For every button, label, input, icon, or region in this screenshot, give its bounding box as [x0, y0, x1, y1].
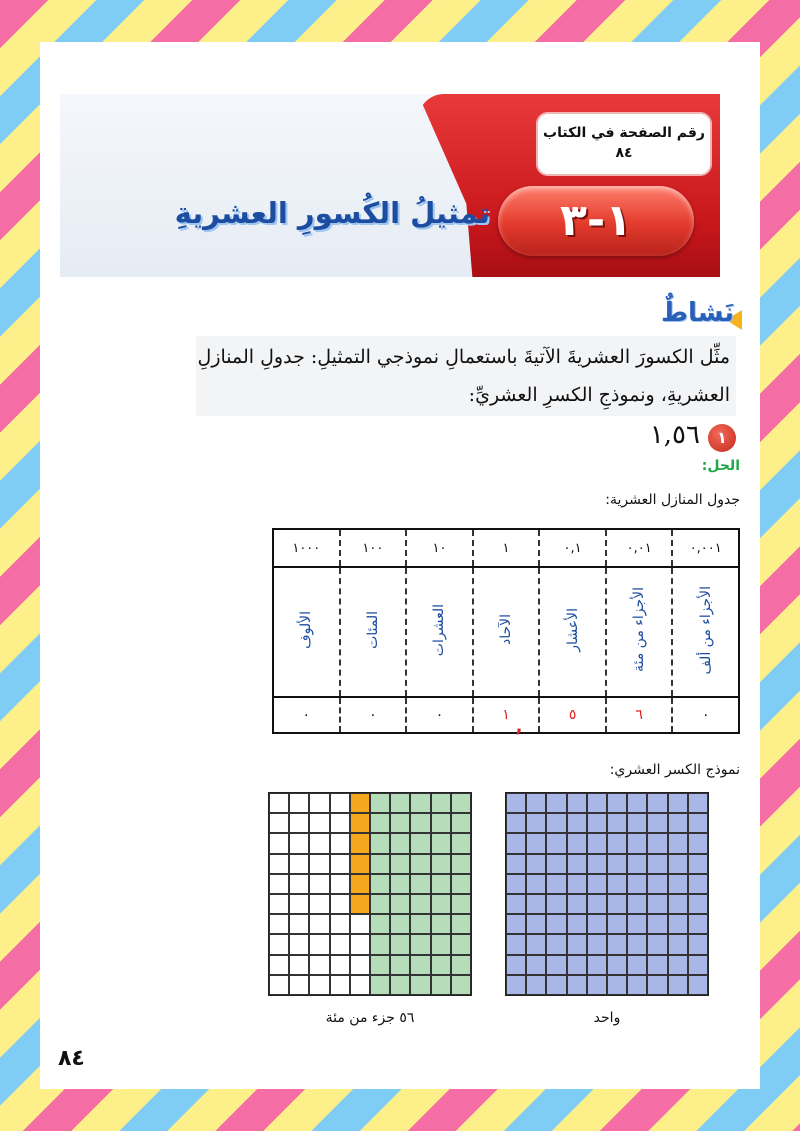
grid-cell	[289, 934, 309, 954]
grid-cell	[567, 833, 587, 853]
grid-cell	[668, 934, 688, 954]
grid-cell	[587, 854, 607, 874]
grid-cell	[668, 874, 688, 894]
grid-cell	[627, 975, 647, 995]
grid-cell	[647, 934, 667, 954]
grid-cell	[350, 975, 370, 995]
grid-cell	[431, 874, 451, 894]
grid-cell	[607, 975, 627, 995]
grid-cell	[431, 894, 451, 914]
grid-cell	[431, 793, 451, 813]
grid-cell	[410, 955, 430, 975]
grid-cell	[269, 894, 289, 914]
grid-cell	[269, 955, 289, 975]
grid-cell	[627, 854, 647, 874]
grid-cell	[627, 833, 647, 853]
grid-cell	[370, 793, 390, 813]
grid-cell	[410, 793, 430, 813]
grid-cell	[506, 854, 526, 874]
grid-cell	[567, 894, 587, 914]
place-value-digit-cell: ٥	[539, 697, 606, 733]
grid-cell	[451, 793, 471, 813]
place-value-digit-cell: ٠	[672, 697, 739, 733]
grid-cell	[668, 914, 688, 934]
grid-cell	[451, 975, 471, 995]
place-value-name: الأجزاء من مئة	[631, 587, 648, 673]
grid-cell	[546, 934, 566, 954]
grid-cell	[587, 874, 607, 894]
grid-cell	[668, 975, 688, 995]
place-value-name-cell	[672, 567, 739, 697]
grid-cell	[451, 934, 471, 954]
grid-cell	[668, 955, 688, 975]
page-reference-box	[536, 112, 712, 176]
grid-cell	[330, 894, 350, 914]
place-value-names-row	[273, 567, 739, 697]
grid-cell	[289, 874, 309, 894]
grid-cell	[431, 975, 451, 995]
page-sheet	[40, 42, 760, 1089]
grid-cell	[546, 793, 566, 813]
grid-cell	[451, 854, 471, 874]
hundredths-grid-whole	[505, 792, 709, 996]
grid-cell	[587, 793, 607, 813]
grid-cell	[269, 813, 289, 833]
grid-cell	[526, 793, 546, 813]
grid-cell	[370, 914, 390, 934]
decimal-mark: ,	[515, 716, 523, 737]
place-value-name: الألوف	[298, 611, 315, 649]
place-value-digits-row	[273, 697, 739, 733]
grid-cell	[451, 914, 471, 934]
grid-cell	[350, 955, 370, 975]
grid-cell	[390, 914, 410, 934]
grid-cell	[526, 955, 546, 975]
exercise-number-badge: ١	[708, 424, 736, 452]
grid-cell	[567, 914, 587, 934]
place-value-name-cell	[273, 567, 340, 697]
grid-cell	[587, 955, 607, 975]
grid-cell	[668, 813, 688, 833]
grid-cell	[410, 833, 430, 853]
grid-cell	[269, 914, 289, 934]
grid-cell	[506, 793, 526, 813]
grid-cell	[390, 793, 410, 813]
place-value-name: الأعشار	[564, 608, 581, 652]
lesson-number-badge: ١-٣	[498, 186, 694, 256]
grid-cell	[330, 975, 350, 995]
hundredths-grid-56	[268, 792, 472, 996]
grid-cell	[627, 914, 647, 934]
grid-cell	[587, 813, 607, 833]
place-value-header-cell: ١٠٠٠	[273, 529, 340, 567]
grid-cell	[668, 833, 688, 853]
grid-cell	[350, 874, 370, 894]
grid-cell	[390, 975, 410, 995]
grid-cell	[309, 854, 329, 874]
grid-cell	[309, 813, 329, 833]
place-value-name-cell	[473, 567, 540, 697]
grid-cell	[370, 975, 390, 995]
page-reference-number: ٨٤	[615, 145, 633, 161]
grid-cell	[330, 955, 350, 975]
grid-cell	[410, 914, 430, 934]
grid-cell	[289, 955, 309, 975]
grid-cell	[289, 914, 309, 934]
grid-cell	[526, 833, 546, 853]
grid-cell	[370, 955, 390, 975]
grid-cell	[506, 894, 526, 914]
grid-cell	[309, 914, 329, 934]
grid-cell	[506, 975, 526, 995]
place-value-header-cell: ١	[473, 529, 540, 567]
grid-cell	[390, 955, 410, 975]
grid-cell	[289, 975, 309, 995]
grid-cell	[431, 813, 451, 833]
lesson-title: تمثيلُ الكُسورِ العشريةِ	[174, 196, 490, 230]
grid-cell	[688, 793, 708, 813]
grid-cell	[289, 894, 309, 914]
grid-cell	[269, 975, 289, 995]
grid-label-one: واحد	[593, 1010, 621, 1026]
grid-cell	[627, 813, 647, 833]
activity-label: نَشاطٌ	[661, 298, 734, 328]
grid-cell	[350, 854, 370, 874]
place-value-table	[272, 528, 740, 734]
grid-cell	[330, 833, 350, 853]
grid-cell	[526, 894, 546, 914]
grid-cell	[647, 793, 667, 813]
grid-cell	[627, 955, 647, 975]
grid-cell	[526, 854, 546, 874]
grid-cell	[350, 914, 370, 934]
grid-cell	[546, 914, 566, 934]
grid-cell	[526, 874, 546, 894]
grid-cell	[309, 955, 329, 975]
grid-cell	[647, 854, 667, 874]
page-number: ٨٤	[58, 1046, 85, 1071]
grid-cell	[688, 894, 708, 914]
place-value-header-cell: ٠,٠٠١	[672, 529, 739, 567]
grid-cell	[390, 813, 410, 833]
grid-cell	[567, 854, 587, 874]
grid-cell	[647, 914, 667, 934]
grid-cell	[431, 854, 451, 874]
grid-cell	[688, 934, 708, 954]
place-value-header-cell: ١٠٠	[340, 529, 407, 567]
grid-cell	[289, 833, 309, 853]
grid-cell	[688, 874, 708, 894]
grid-cell	[567, 975, 587, 995]
grid-cell	[546, 894, 566, 914]
grid-cell	[647, 833, 667, 853]
grid-cell	[506, 934, 526, 954]
grid-cell	[289, 854, 309, 874]
grid-cell	[607, 854, 627, 874]
grid-cell	[688, 955, 708, 975]
grid-cell	[607, 874, 627, 894]
grid-cell	[567, 793, 587, 813]
place-value-header-cell: ٠,٠١	[606, 529, 673, 567]
place-value-digit-cell: ٠	[406, 697, 473, 733]
grid-cell	[546, 833, 566, 853]
grid-cell	[330, 934, 350, 954]
grid-cell	[451, 894, 471, 914]
grid-cell	[688, 813, 708, 833]
grid-cell	[269, 854, 289, 874]
grid-cell	[309, 793, 329, 813]
grid-cell	[330, 813, 350, 833]
grid-cell	[350, 894, 370, 914]
grid-cell	[431, 955, 451, 975]
grid-cell	[607, 793, 627, 813]
grid-cell	[688, 833, 708, 853]
grid-cell	[587, 894, 607, 914]
exercise-decimal: ١,٥٦	[649, 420, 700, 450]
grid-cell	[451, 833, 471, 853]
grid-cell	[546, 813, 566, 833]
grid-cell	[370, 874, 390, 894]
grid-cell	[350, 833, 370, 853]
place-value-values-row	[273, 529, 739, 567]
grid-cell	[567, 813, 587, 833]
grid-cell	[607, 813, 627, 833]
grid-cell	[410, 813, 430, 833]
grid-cell	[370, 833, 390, 853]
grid-cell	[350, 793, 370, 813]
grid-cell	[410, 934, 430, 954]
grid-cell	[647, 874, 667, 894]
grid-cell	[350, 934, 370, 954]
grid-cell	[431, 833, 451, 853]
grid-cell	[269, 793, 289, 813]
activity-instruction: مثِّل الكسورَ العشريةَ الآتيةَ باستعمالِ نموذجي التمثيلِ: جدولِ المنازلِ العشريةِ، ونموذجِ الكسرِ العشريِّ:	[197, 346, 730, 406]
grid-cell	[587, 914, 607, 934]
grid-cell	[506, 955, 526, 975]
place-value-name-cell	[340, 567, 407, 697]
grid-cell	[526, 914, 546, 934]
grid-cell	[647, 975, 667, 995]
grid-cell	[546, 854, 566, 874]
place-value-name-cell	[539, 567, 606, 697]
place-value-header-cell: ١٠	[406, 529, 473, 567]
grid-cell	[506, 874, 526, 894]
grid-cell	[627, 874, 647, 894]
grid-cell	[607, 833, 627, 853]
grid-cell	[309, 894, 329, 914]
grid-label-56-hundredths: ٥٦ جزء من مئة	[325, 1010, 415, 1026]
grid-cell	[451, 874, 471, 894]
place-value-name: المئات	[364, 611, 381, 649]
grid-cell	[431, 934, 451, 954]
grid-cell	[688, 854, 708, 874]
grid-cell	[451, 813, 471, 833]
place-value-digit-cell: ٠	[340, 697, 407, 733]
grid-cell	[309, 934, 329, 954]
grid-cell	[370, 934, 390, 954]
grid-cell	[390, 874, 410, 894]
grid-cell	[390, 833, 410, 853]
place-value-name-cell	[606, 567, 673, 697]
place-value-digit-cell: ٠	[302, 707, 311, 723]
grid-cell	[627, 934, 647, 954]
grid-cell	[309, 874, 329, 894]
grid-cell	[607, 894, 627, 914]
grid-cell	[526, 975, 546, 995]
grid-cell	[269, 934, 289, 954]
grid-cell	[410, 975, 430, 995]
grid-cell	[587, 934, 607, 954]
grid-cell	[506, 833, 526, 853]
grid-cell	[269, 874, 289, 894]
grid-cell	[647, 813, 667, 833]
grid-cell	[289, 813, 309, 833]
grid-cell	[410, 894, 430, 914]
place-value-name: الأجزاء من ألف	[697, 585, 714, 675]
grid-cell	[647, 955, 667, 975]
place-value-name: العشرات	[431, 603, 448, 657]
grid-cell	[350, 813, 370, 833]
grid-cell	[330, 914, 350, 934]
grid-cell	[289, 793, 309, 813]
grid-cell	[330, 874, 350, 894]
grid-cell	[506, 914, 526, 934]
grid-cell	[668, 894, 688, 914]
grid-cell	[451, 955, 471, 975]
grid-cell	[390, 854, 410, 874]
place-value-header-cell: ٠,١	[539, 529, 606, 567]
grid-cell	[587, 975, 607, 995]
grid-cell	[526, 813, 546, 833]
grid-cell	[567, 934, 587, 954]
grid-cell	[309, 975, 329, 995]
grid-cell	[627, 894, 647, 914]
place-value-digit-cell: ١	[473, 697, 540, 733]
place-value-name-cell	[406, 567, 473, 697]
grid-cell	[410, 874, 430, 894]
grid-cell	[370, 854, 390, 874]
grid-cell	[607, 955, 627, 975]
grid-cell	[390, 934, 410, 954]
grid-cell	[607, 934, 627, 954]
grid-cell	[567, 955, 587, 975]
grid-cell	[668, 793, 688, 813]
grid-cell	[506, 813, 526, 833]
grid-cell	[370, 894, 390, 914]
grid-cell	[390, 894, 410, 914]
place-value-heading: جدول المنازل العشرية:	[605, 492, 740, 508]
page-reference-label: رقم الصفحة في الكتاب	[543, 125, 705, 141]
grid-cell	[627, 793, 647, 813]
grid-cell	[607, 914, 627, 934]
grid-cell	[546, 874, 566, 894]
solution-label: الحل:	[701, 458, 740, 474]
grid-cell	[330, 854, 350, 874]
grid-cell	[647, 894, 667, 914]
place-value-digit-cell: ٦	[606, 697, 673, 733]
grid-cell	[546, 955, 566, 975]
decimal-model-heading: نموذج الكسر العشري:	[609, 762, 740, 778]
grid-cell	[688, 914, 708, 934]
place-value-name: الآحاد	[498, 614, 515, 646]
grid-cell	[431, 914, 451, 934]
grid-cell	[410, 854, 430, 874]
grid-cell	[567, 874, 587, 894]
grid-cell	[330, 793, 350, 813]
grid-cell	[526, 934, 546, 954]
grid-cell	[269, 833, 289, 853]
grid-cell	[309, 833, 329, 853]
grid-cell	[688, 975, 708, 995]
grid-cell	[587, 833, 607, 853]
grid-cell	[370, 813, 390, 833]
grid-cell	[546, 975, 566, 995]
grid-cell	[668, 854, 688, 874]
